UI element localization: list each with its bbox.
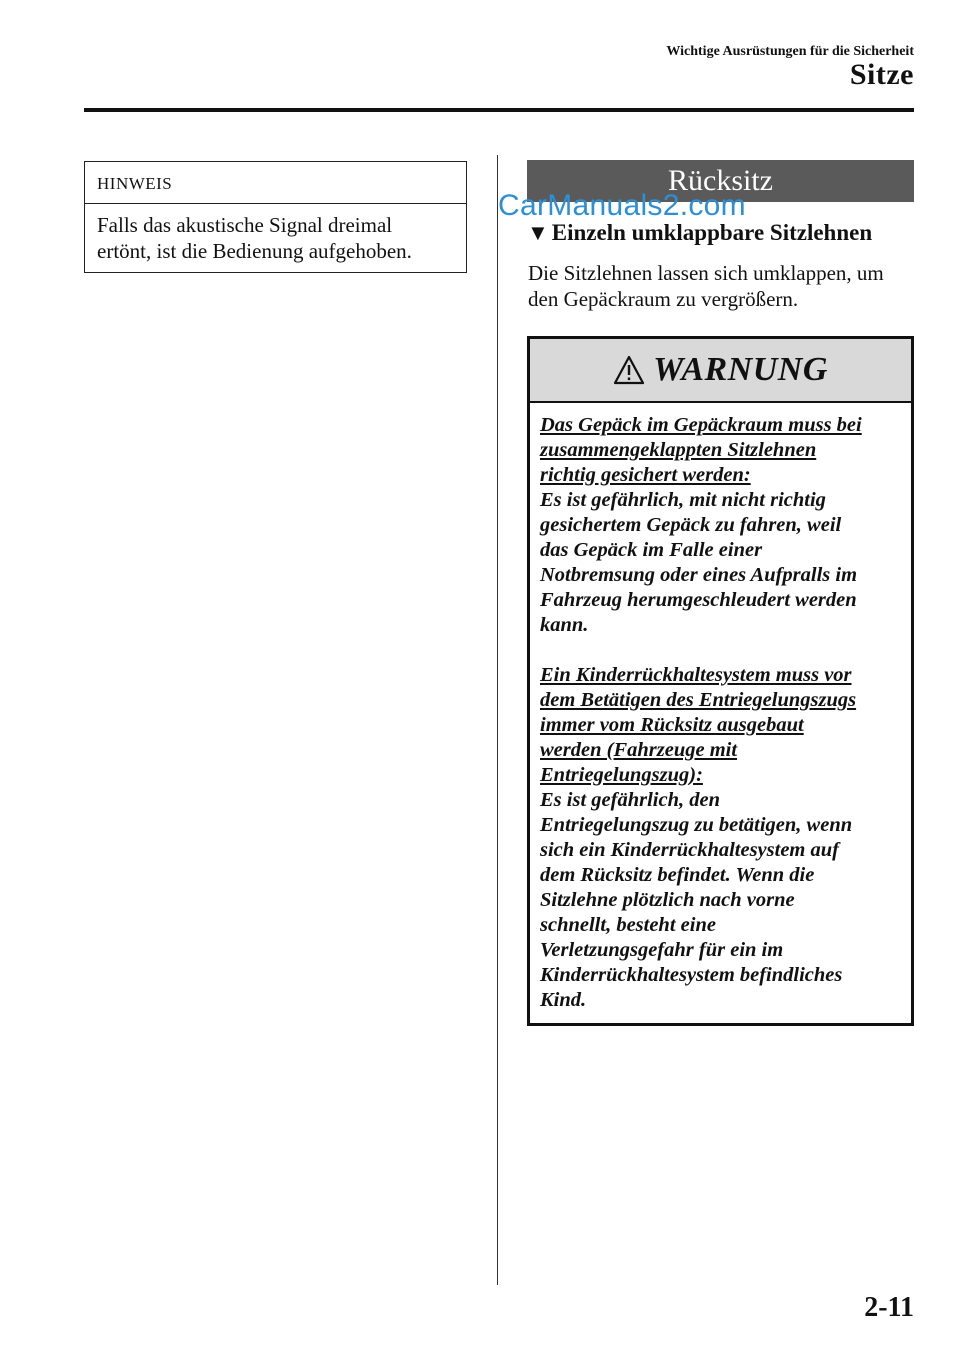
intro-line: Die Sitzlehnen lassen sich umklappen, um [528,261,884,285]
column-divider [497,155,498,1285]
warning-text-line: sich ein Kinderrückhaltesystem auf [540,839,839,861]
warning-text-line: Kind. [540,989,587,1011]
section-title-bar: Rücksitz [527,160,914,202]
warning-box [527,336,914,1026]
note-line: Falls das akustische Signal dreimal [97,213,393,237]
note-box [84,161,467,273]
note-heading: HINWEIS [85,162,466,204]
warning-text-line: Verletzungsgefahr für ein im [540,939,784,961]
warning-text-line: kann. [540,614,589,636]
warning-body [530,403,911,1013]
warning-text-line: Kinderrückhaltesystem befindliches [540,964,843,986]
subheading [527,220,872,246]
warning-text-line: das Gepäck im Falle einer [540,539,763,561]
running-header-section: Wichtige Ausrüstungen für die Sicherheit [666,44,914,59]
warning-text-line: Es ist gefährlich, mit nicht richtig [540,489,826,511]
page-number: 2-11 [864,1292,914,1323]
warning-text-line: dem Rücksitz befindet. Wenn die [540,864,815,886]
warning-text-line: schnellt, besteht eine [540,914,716,936]
warning-heading-line: Das Gepäck im Gepäckraum muss bei [540,414,862,436]
header-rule [84,108,914,112]
warning-heading-line: richtig gesichert werden: [540,464,751,486]
triangle-down-icon: ▼ [527,220,549,245]
warning-title: WARNUNG [653,351,828,388]
paragraph-gap [540,638,905,663]
warning-text-line: Entriegelungszug zu betätigen, wenn [540,814,853,836]
warning-heading-line: werden (Fahrzeuge mit [540,739,738,761]
warning-text-line: Notbremsung oder eines Aufpralls im [540,564,858,586]
warning-heading-line: immer vom Rücksitz ausgebaut [540,714,804,736]
warning-heading-line: dem Betätigen des Entriegelungszugs [540,689,857,711]
running-header-title: Sitze [849,58,914,91]
warning-triangle-icon [613,355,645,385]
note-line: ertönt, ist die Bedienung aufgehoben. [97,239,412,263]
watermark: CarManuals2.com [498,189,746,222]
note-body [85,204,466,264]
warning-text-line: Fahrzeug herumgeschleudert werden [540,589,857,611]
warning-heading-line: zusammengeklappten Sitzlehnen [540,439,817,461]
intro-paragraph [528,260,918,312]
warning-heading-line: Ein Kinderrückhaltesystem muss vor [540,664,852,686]
warning-header [530,339,911,403]
warning-text-line: gesichertem Gepäck zu fahren, weil [540,514,842,536]
subheading-text: Einzeln umklappbare Sitzlehnen [551,220,873,245]
warning-text-line: Sitzlehne plötzlich nach vorne [540,889,795,911]
warning-text-line: Es ist gefährlich, den [540,789,720,811]
intro-line: den Gepäckraum zu vergrößern. [528,287,799,311]
warning-heading-line: Entriegelungszug): [540,764,703,786]
